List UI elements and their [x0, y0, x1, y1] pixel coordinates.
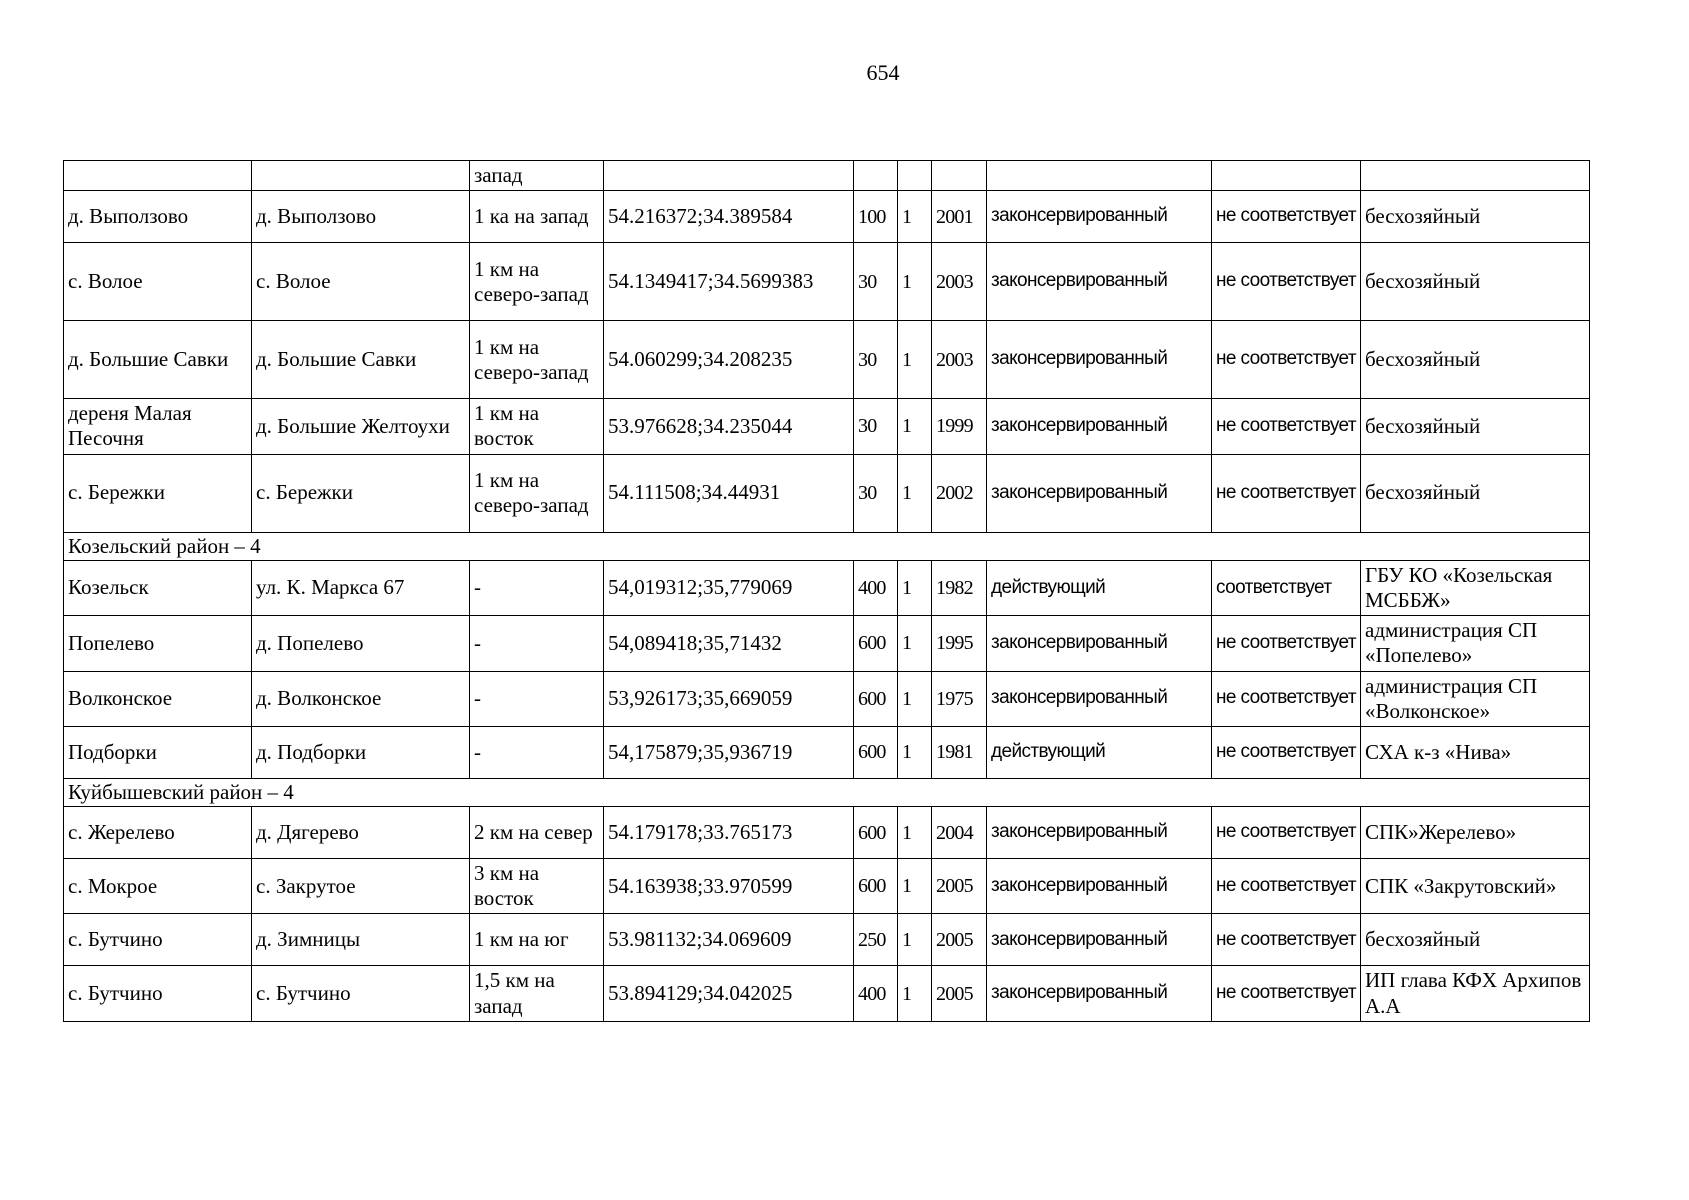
- settlement-cell: Попелево: [64, 616, 252, 671]
- settlement-cell: с. Мокрое: [64, 859, 252, 914]
- year-cell: 1981: [932, 726, 987, 778]
- count-cell: 1: [898, 966, 932, 1021]
- owner-cell: бесхозяйный: [1361, 321, 1590, 399]
- coordinates-cell: 53.976628;34.235044: [604, 399, 854, 454]
- distance-cell: -: [470, 616, 604, 671]
- depth-cell: 30: [854, 399, 898, 454]
- table-row: [64, 807, 1590, 859]
- coordinates-cell: 53.894129;34.042025: [604, 966, 854, 1021]
- location-cell: д. Подборки: [252, 726, 470, 778]
- status-cell: законсервированный: [987, 243, 1212, 321]
- compliance-cell: не соответствует: [1212, 191, 1361, 243]
- compliance-cell: не соответствует: [1212, 726, 1361, 778]
- compliance-cell: не соответствует: [1212, 914, 1361, 966]
- coordinates-cell: 54.216372;34.389584: [604, 191, 854, 243]
- table-row: [64, 161, 1590, 191]
- distance-cell: -: [470, 560, 604, 615]
- compliance-cell: не соответствует: [1212, 399, 1361, 454]
- compliance-cell: не соответствует: [1212, 243, 1361, 321]
- table-row: [64, 454, 1590, 532]
- table-body: [64, 161, 1590, 1022]
- settlement-cell: с. Волое: [64, 243, 252, 321]
- count-cell: 1: [898, 454, 932, 532]
- count-cell: 1: [898, 726, 932, 778]
- distance-cell: 1 км на северо-запад: [470, 243, 604, 321]
- coordinates-cell: 53.981132;34.069609: [604, 914, 854, 966]
- settlement-cell: с. Бережки: [64, 454, 252, 532]
- status-cell: [987, 161, 1212, 191]
- compliance-cell: не соответствует: [1212, 807, 1361, 859]
- table-row: [64, 560, 1590, 615]
- coordinates-cell: 53,926173;35,669059: [604, 671, 854, 726]
- depth-cell: [854, 161, 898, 191]
- year-cell: 2005: [932, 966, 987, 1021]
- year-cell: [932, 161, 987, 191]
- table-row: [64, 966, 1590, 1021]
- location-cell: ул. К. Маркса 67: [252, 560, 470, 615]
- depth-cell: 600: [854, 671, 898, 726]
- settlement-cell: Козельск: [64, 560, 252, 615]
- owner-cell: ИП глава КФХ Архипов А.А: [1361, 966, 1590, 1021]
- distance-cell: 1,5 км на запад: [470, 966, 604, 1021]
- settlement-cell: [64, 161, 252, 191]
- year-cell: 2005: [932, 914, 987, 966]
- year-cell: 2005: [932, 859, 987, 914]
- depth-cell: 400: [854, 560, 898, 615]
- status-cell: законсервированный: [987, 966, 1212, 1021]
- depth-cell: 250: [854, 914, 898, 966]
- count-cell: 1: [898, 807, 932, 859]
- year-cell: 2003: [932, 243, 987, 321]
- coordinates-cell: 54.179178;33.765173: [604, 807, 854, 859]
- distance-cell: -: [470, 671, 604, 726]
- owner-cell: бесхозяйный: [1361, 454, 1590, 532]
- table-row: [64, 399, 1590, 454]
- coordinates-cell: 54.060299;34.208235: [604, 321, 854, 399]
- year-cell: 1975: [932, 671, 987, 726]
- year-cell: 2001: [932, 191, 987, 243]
- count-cell: 1: [898, 859, 932, 914]
- settlement-cell: Подборки: [64, 726, 252, 778]
- settlement-cell: с. Бутчино: [64, 914, 252, 966]
- compliance-cell: не соответствует: [1212, 966, 1361, 1021]
- owner-cell: [1361, 161, 1590, 191]
- location-cell: [252, 161, 470, 191]
- location-cell: д. Волконское: [252, 671, 470, 726]
- table-row: [64, 859, 1590, 914]
- owner-cell: бесхозяйный: [1361, 243, 1590, 321]
- status-cell: законсервированный: [987, 859, 1212, 914]
- table-row: [64, 191, 1590, 243]
- count-cell: 1: [898, 616, 932, 671]
- owner-cell: бесхозяйный: [1361, 191, 1590, 243]
- location-cell: д. Выползово: [252, 191, 470, 243]
- count-cell: 1: [898, 243, 932, 321]
- section-row: [64, 532, 1590, 560]
- compliance-cell: [1212, 161, 1361, 191]
- location-cell: д. Зимницы: [252, 914, 470, 966]
- status-cell: законсервированный: [987, 671, 1212, 726]
- depth-cell: 100: [854, 191, 898, 243]
- status-cell: законсервированный: [987, 399, 1212, 454]
- year-cell: 1999: [932, 399, 987, 454]
- coordinates-cell: [604, 161, 854, 191]
- compliance-cell: не соответствует: [1212, 616, 1361, 671]
- count-cell: 1: [898, 191, 932, 243]
- count-cell: 1: [898, 321, 932, 399]
- year-cell: 1995: [932, 616, 987, 671]
- location-cell: д. Дягерево: [252, 807, 470, 859]
- distance-cell: -: [470, 726, 604, 778]
- depth-cell: 600: [854, 616, 898, 671]
- count-cell: [898, 161, 932, 191]
- distance-cell: запад: [470, 161, 604, 191]
- compliance-cell: не соответствует: [1212, 671, 1361, 726]
- location-cell: с. Волое: [252, 243, 470, 321]
- location-cell: с. Закрутое: [252, 859, 470, 914]
- depth-cell: 600: [854, 726, 898, 778]
- count-cell: 1: [898, 399, 932, 454]
- owner-cell: бесхозяйный: [1361, 914, 1590, 966]
- distance-cell: 1 км на восток: [470, 399, 604, 454]
- coordinates-cell: 54,175879;35,936719: [604, 726, 854, 778]
- owner-cell: СПК «Закрутовский»: [1361, 859, 1590, 914]
- distance-cell: 1 км на северо-запад: [470, 454, 604, 532]
- page-number: 654: [866, 60, 900, 85]
- table-row: [64, 243, 1590, 321]
- owner-cell: СПК»Жерелево»: [1361, 807, 1590, 859]
- location-cell: д. Большие Желтоухи: [252, 399, 470, 454]
- settlement-cell: Волконское: [64, 671, 252, 726]
- location-cell: с. Бутчино: [252, 966, 470, 1021]
- table-row: [64, 914, 1590, 966]
- depth-cell: 600: [854, 807, 898, 859]
- owner-cell: администрация СП «Попелево»: [1361, 616, 1590, 671]
- location-cell: д. Большие Савки: [252, 321, 470, 399]
- owner-cell: администрация СП «Волконское»: [1361, 671, 1590, 726]
- status-cell: законсервированный: [987, 191, 1212, 243]
- settlement-cell: дереня Малая Песочня: [64, 399, 252, 454]
- coordinates-cell: 54,089418;35,71432: [604, 616, 854, 671]
- coordinates-cell: 54.111508;34.44931: [604, 454, 854, 532]
- section-label: Козельский район – 4: [64, 532, 1590, 560]
- distance-cell: 3 км на восток: [470, 859, 604, 914]
- section-row: [64, 778, 1590, 806]
- compliance-cell: соответствует: [1212, 560, 1361, 615]
- year-cell: 2004: [932, 807, 987, 859]
- compliance-cell: не соответствует: [1212, 859, 1361, 914]
- table-row: [64, 616, 1590, 671]
- status-cell: законсервированный: [987, 807, 1212, 859]
- compliance-cell: не соответствует: [1212, 454, 1361, 532]
- status-cell: законсервированный: [987, 321, 1212, 399]
- status-cell: законсервированный: [987, 616, 1212, 671]
- year-cell: 1982: [932, 560, 987, 615]
- status-cell: законсервированный: [987, 454, 1212, 532]
- distance-cell: 2 км на север: [470, 807, 604, 859]
- status-cell: действующий: [987, 560, 1212, 615]
- status-cell: законсервированный: [987, 914, 1212, 966]
- depth-cell: 30: [854, 321, 898, 399]
- section-label: Куйбышевский район – 4: [64, 778, 1590, 806]
- settlement-cell: с. Бутчино: [64, 966, 252, 1021]
- count-cell: 1: [898, 914, 932, 966]
- table-row: [64, 671, 1590, 726]
- table-row: [64, 726, 1590, 778]
- year-cell: 2002: [932, 454, 987, 532]
- coordinates-cell: 54.163938;33.970599: [604, 859, 854, 914]
- settlement-cell: д. Большие Савки: [64, 321, 252, 399]
- compliance-cell: не соответствует: [1212, 321, 1361, 399]
- year-cell: 2003: [932, 321, 987, 399]
- settlement-cell: д. Выползово: [64, 191, 252, 243]
- distance-cell: 1 ка на запад: [470, 191, 604, 243]
- owner-cell: СХА к-з «Нива»: [1361, 726, 1590, 778]
- depth-cell: 30: [854, 243, 898, 321]
- burial-site-table: [63, 160, 1590, 1022]
- table-row: [64, 321, 1590, 399]
- owner-cell: ГБУ КО «Козельская МСББЖ»: [1361, 560, 1590, 615]
- location-cell: с. Бережки: [252, 454, 470, 532]
- depth-cell: 600: [854, 859, 898, 914]
- owner-cell: бесхозяйный: [1361, 399, 1590, 454]
- depth-cell: 30: [854, 454, 898, 532]
- distance-cell: 1 км на юг: [470, 914, 604, 966]
- status-cell: действующий: [987, 726, 1212, 778]
- depth-cell: 400: [854, 966, 898, 1021]
- coordinates-cell: 54,019312;35,779069: [604, 560, 854, 615]
- count-cell: 1: [898, 671, 932, 726]
- distance-cell: 1 км на северо-запад: [470, 321, 604, 399]
- coordinates-cell: 54.1349417;34.5699383: [604, 243, 854, 321]
- count-cell: 1: [898, 560, 932, 615]
- settlement-cell: с. Жерелево: [64, 807, 252, 859]
- location-cell: д. Попелево: [252, 616, 470, 671]
